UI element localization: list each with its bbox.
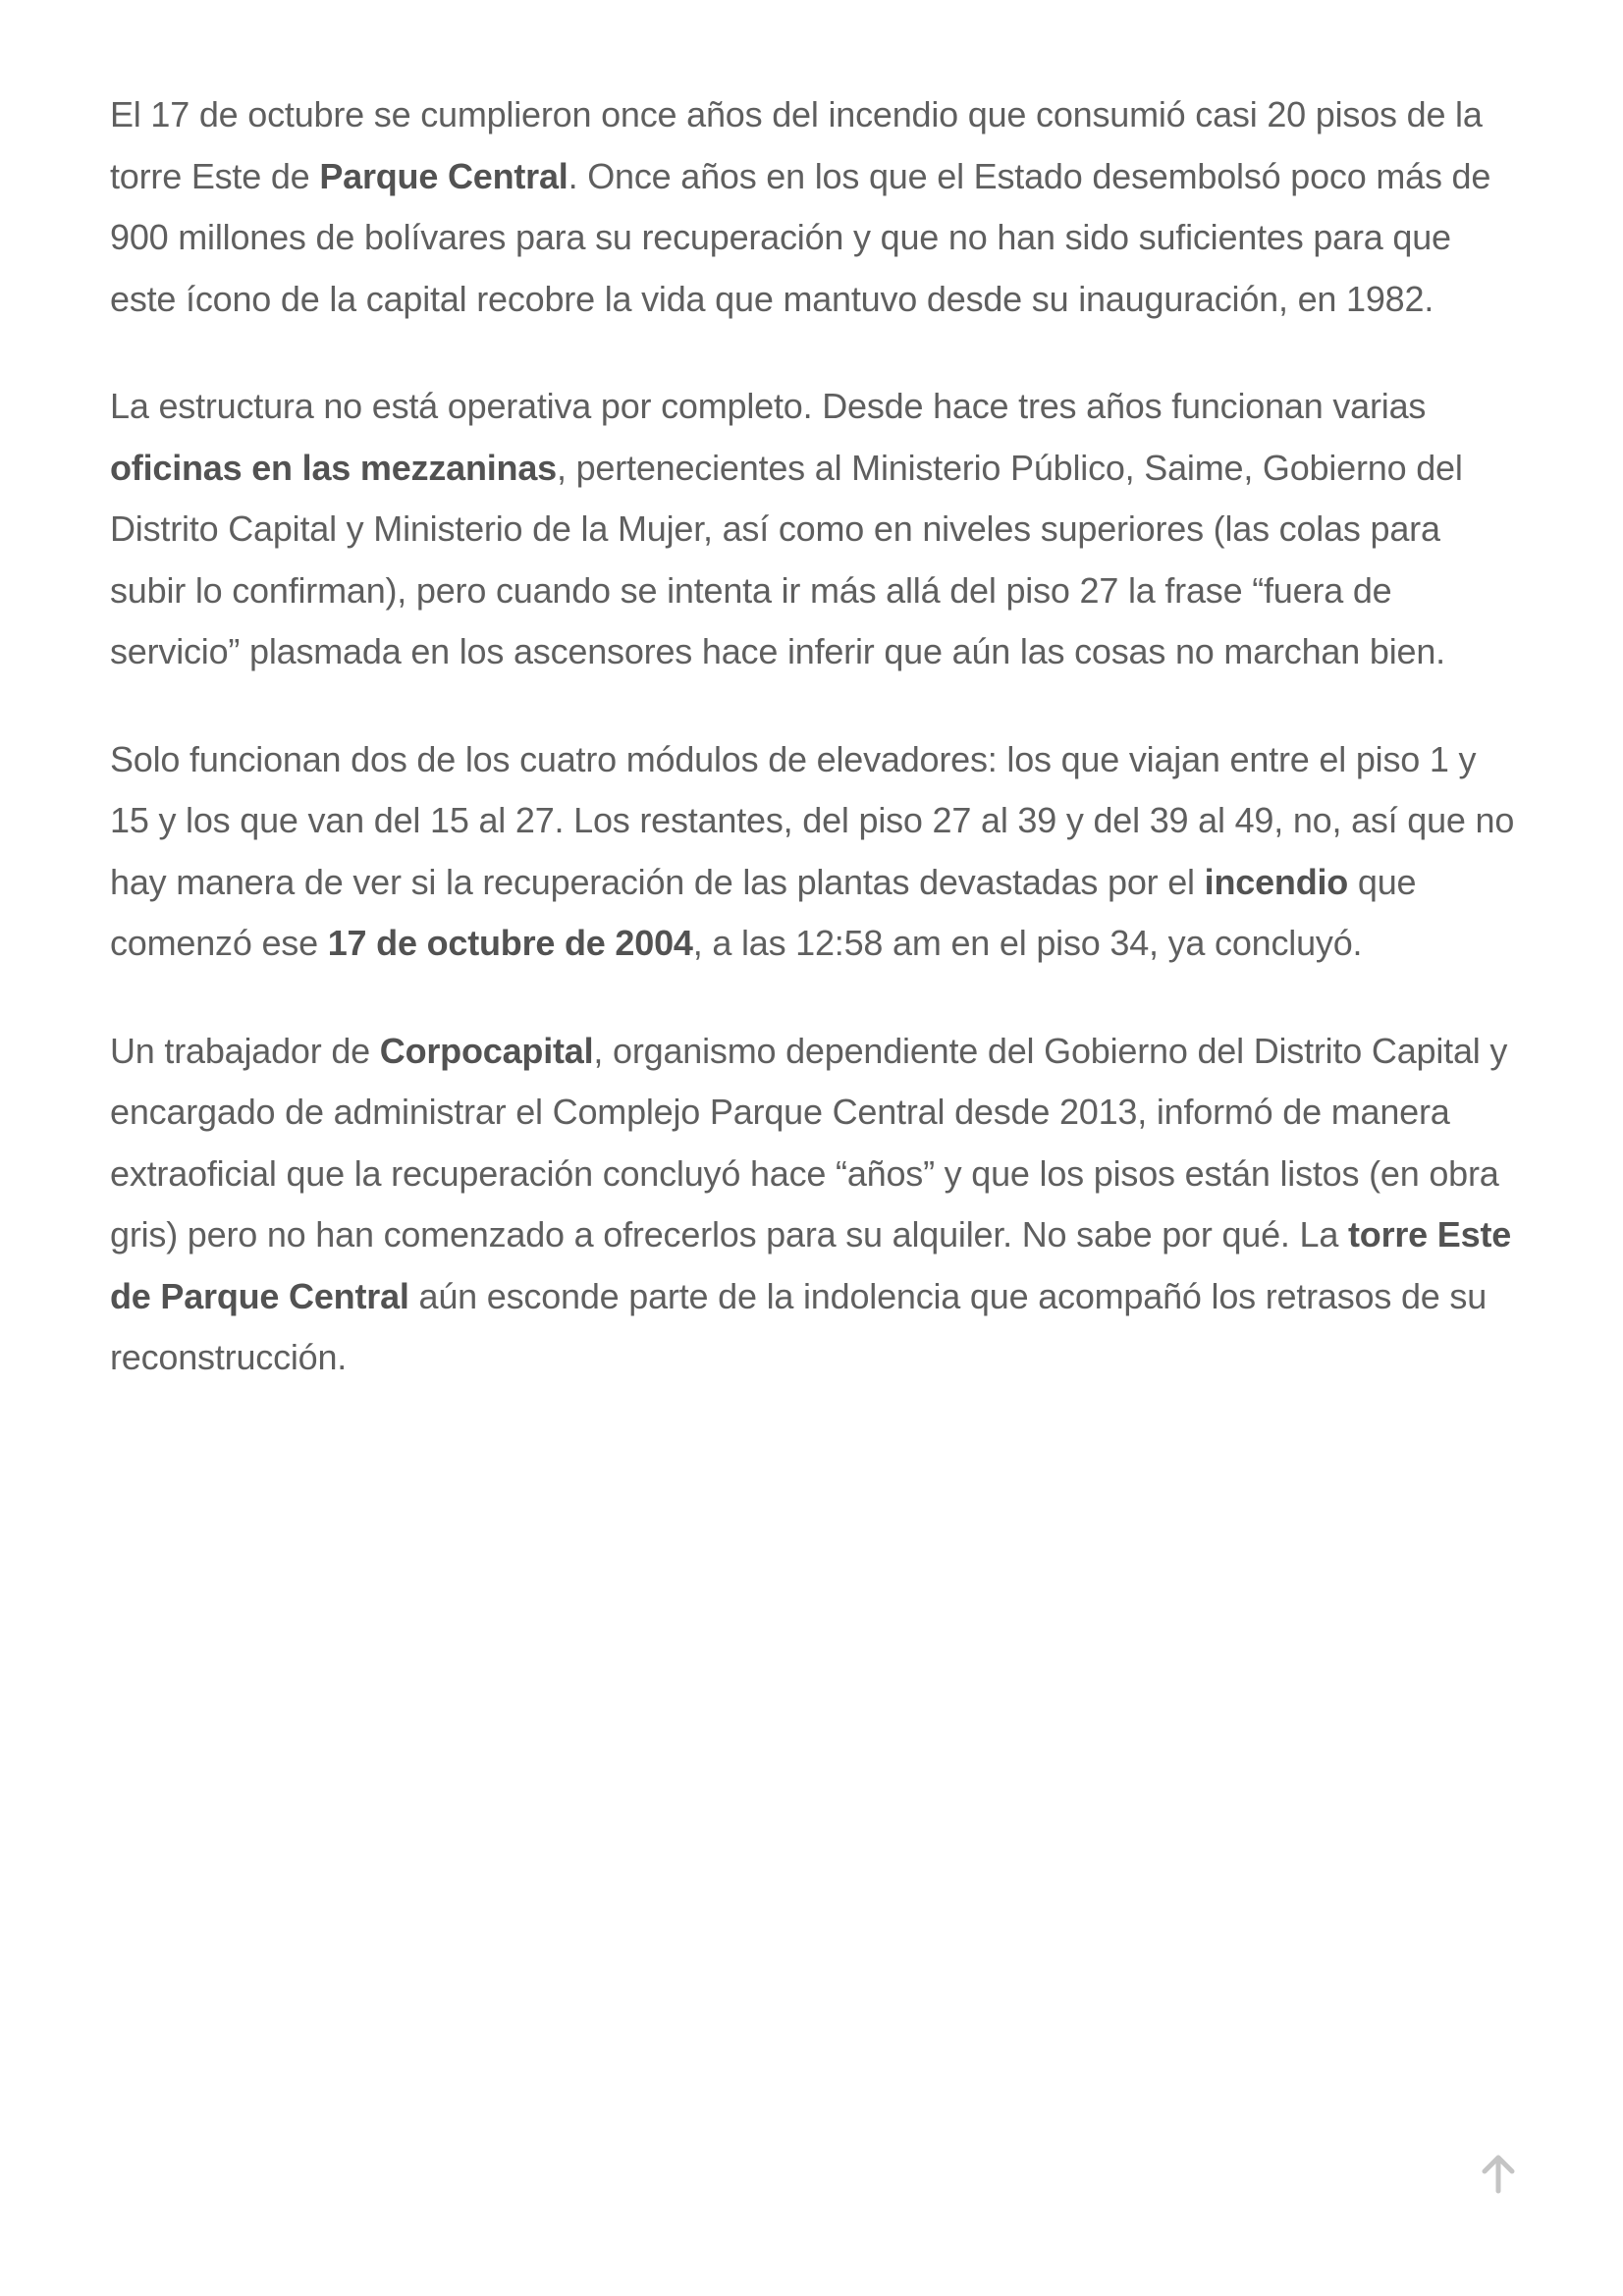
paragraph xyxy=(110,1021,1524,1389)
text-run: La estructura no está operativa por completo. Desde hace tres años funcionan varias xyxy=(110,386,1427,426)
text-run: Un trabajador de xyxy=(110,1030,380,1071)
bold-text-run: torre Este de Parque Central xyxy=(110,1214,1512,1316)
text-run: , pertenecientes al Ministerio Público, Saime, Gobierno del Distrito Capital y Ministerio de la Mujer, así como en niveles superiores (las colas para subir lo confirman), pero cuando se intenta ir más allá del piso 27 la frase “fuera de servicio” plasmada en los ascensores hace inferir que aún las cosas no marchan bien. xyxy=(110,447,1463,671)
text-run: El 17 de octubre se cumplieron once años del incendio que consumió casi 20 pisos de la torre Este de xyxy=(110,94,1483,196)
text-run: Solo funcionan dos de los cuatro módulos de elevadores: los que viajan entre el piso 1 y 15 y los que van del 15 al 27. Los restantes, del piso 27 al 39 y del 39 al 49, no, así que no hay manera de ver si la recuperación de las plantas devastadas por el xyxy=(110,738,1515,902)
bold-text-run: Parque Central xyxy=(319,155,568,196)
text-run: , a las 12:58 am en el piso 34, ya concluyó. xyxy=(692,923,1363,963)
paragraph xyxy=(110,376,1524,683)
bold-text-run: incendio xyxy=(1204,861,1349,902)
text-run: , organismo dependiente del Gobierno del Distrito Capital y encargado de administrar el Complejo Parque Central desde 2013, informó de manera extraoficial que la recuperación concluyó hace “años” y que los pisos están listos (en obra gris) pero no han comenzado a ofrecerlos para su alquiler. No sabe por qué. La xyxy=(110,1030,1508,1255)
text-run: aún esconde parte de la indolencia que acompañó los retrasos de su reconstrucción. xyxy=(110,1275,1488,1377)
bold-text-run: oficinas en las mezzaninas xyxy=(110,447,557,488)
arrow-up-icon xyxy=(1477,2152,1520,2195)
scroll-to-top-button[interactable] xyxy=(1477,2152,1520,2195)
text-run: . Once años en los que el Estado desembolsó poco más de 900 millones de bolívares para su recuperación y que no han sido suficientes para que este ícono de la capital recobre la vida que mantuvo desde su inauguración, en 1982. xyxy=(110,155,1491,319)
paragraph xyxy=(110,729,1524,975)
bold-text-run: 17 de octubre de 2004 xyxy=(327,923,693,963)
paragraph xyxy=(110,84,1524,330)
bold-text-run: Corpocapital xyxy=(379,1030,594,1071)
text-run: que comenzó ese xyxy=(110,861,1417,963)
article-body xyxy=(110,84,1524,1435)
